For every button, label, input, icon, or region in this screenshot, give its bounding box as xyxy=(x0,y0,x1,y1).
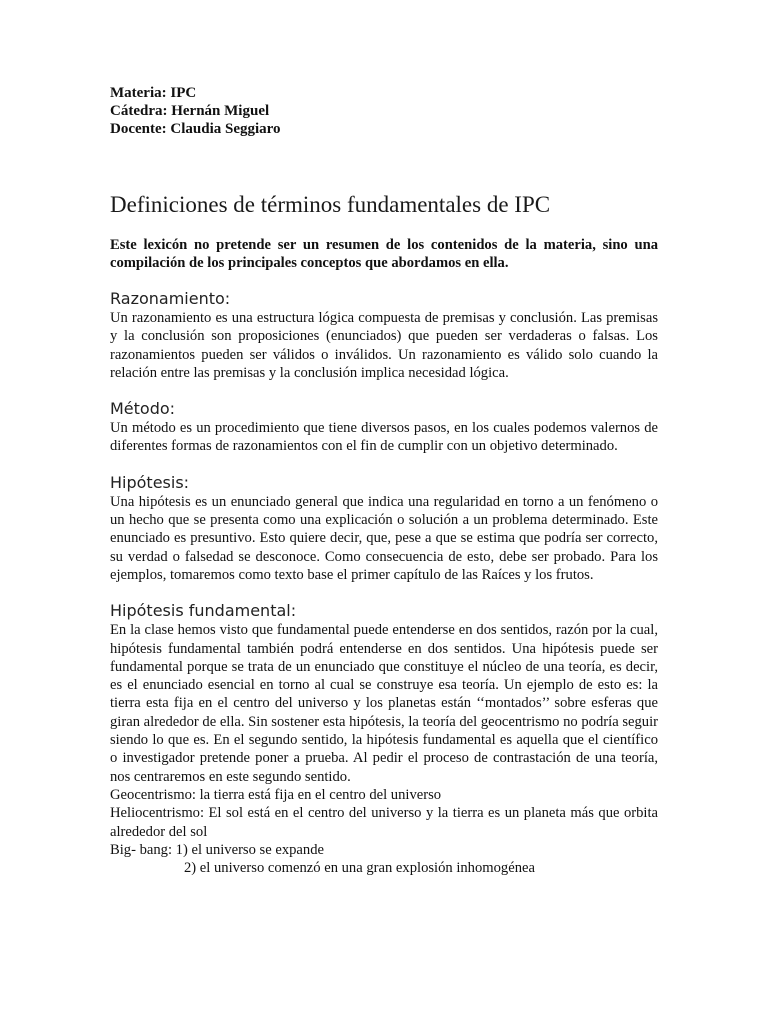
course-subject: Materia: IPC xyxy=(110,85,197,101)
section-heading: Razonamiento: xyxy=(110,289,231,308)
section-body: Un método es un procedimiento que tiene diversos pasos, en los cuales podemos valernos de diferentes formas de razonamientos con el fin de cumplir con un objetivo determinado. xyxy=(110,420,658,455)
course-teacher: Docente: Claudia Seggiaro xyxy=(110,121,281,137)
section-body: Un razonamiento es una estructura lógica compuesta de premisas y conclusión. Las premisas y la conclusión son proposiciones (enunciados) que pueden ser verdaderas o falsas. Los razonamientos pueden ser válidos o inválidos. Un razonamiento es válido solo cuando la relación entre las premisas y la conclusión implica necesidad lógica. xyxy=(110,310,658,381)
section-heading: Hipótesis fundamental: xyxy=(110,601,297,621)
section-heading: Método: xyxy=(110,399,176,419)
example-big-bang-continued: 2) el universo comenzó en una gran explosión inhomogénea xyxy=(184,860,535,877)
section-body: Una hipótesis es un enunciado general que indica una regularidad en torno a un fenómeno o un hecho que se presenta como una explicación o solución a un problema determinado. Este enunciado es presuntivo. Esto quiere decir, que, pese a que se estima que podría ser correcto, su verdad o falsedad se desconoce. Como consecuencia de esto, debe ser probado. Para los ejemplos, tomaremos como texto base el primer capítulo de las Raíces y los frutos. xyxy=(110,493,658,583)
example-heliocentrismo: Heliocentrismo: El sol está en el centro del universo y la tierra es un planeta más que orbita alrededor del sol xyxy=(110,805,658,840)
course-header xyxy=(110,84,658,138)
section-hipotesis xyxy=(110,473,658,584)
document-content xyxy=(110,84,658,877)
example-geocentrismo: Geocentrismo: la tierra está fija en el centro del universo xyxy=(110,786,442,803)
section-heading: Hipótesis: xyxy=(110,472,190,492)
section-hipotesis-fundamental xyxy=(110,601,658,877)
example-big-bang: Big- bang: 1) el universo se expande xyxy=(110,841,324,858)
section-razonamiento xyxy=(110,289,658,382)
course-chair: Cátedra: Hernán Miguel xyxy=(110,103,270,119)
section-metodo xyxy=(110,399,658,456)
document-title: Definiciones de términos fundamentales de IPC xyxy=(110,192,551,217)
intro-paragraph: Este lexicón no pretende ser un resumen de los contenidos de la materia, sino una compilación de los principales conceptos que abordamos en ella. xyxy=(110,237,658,271)
section-body: En la clase hemos visto que fundamental puede entenderse en dos sentidos, razón por la cual, hipótesis fundamental también podrá entenderse en dos sentidos. Una hipótesis puede ser fundamental porque se trata de un enunciado que constituye el núcleo de una teoría, es decir, es el enunciado esencial en torno al cual se construye esa teoría. Un ejemplo de esto es: la tierra esta fija en el centro del universo y los planetas están ‘‘montados’’ sobre esferas que giran alrededor de ella. Sin sostener esta hipótesis, la teoría del geocentrismo no podría seguir siendo lo que es. En el segundo sentido, la hipótesis fundamental es aquella que el científico o investigador pretende poner a prueba. Al pedir el proceso de contrastación de una teoría, nos centraremos en este segundo sentido. xyxy=(110,622,658,785)
